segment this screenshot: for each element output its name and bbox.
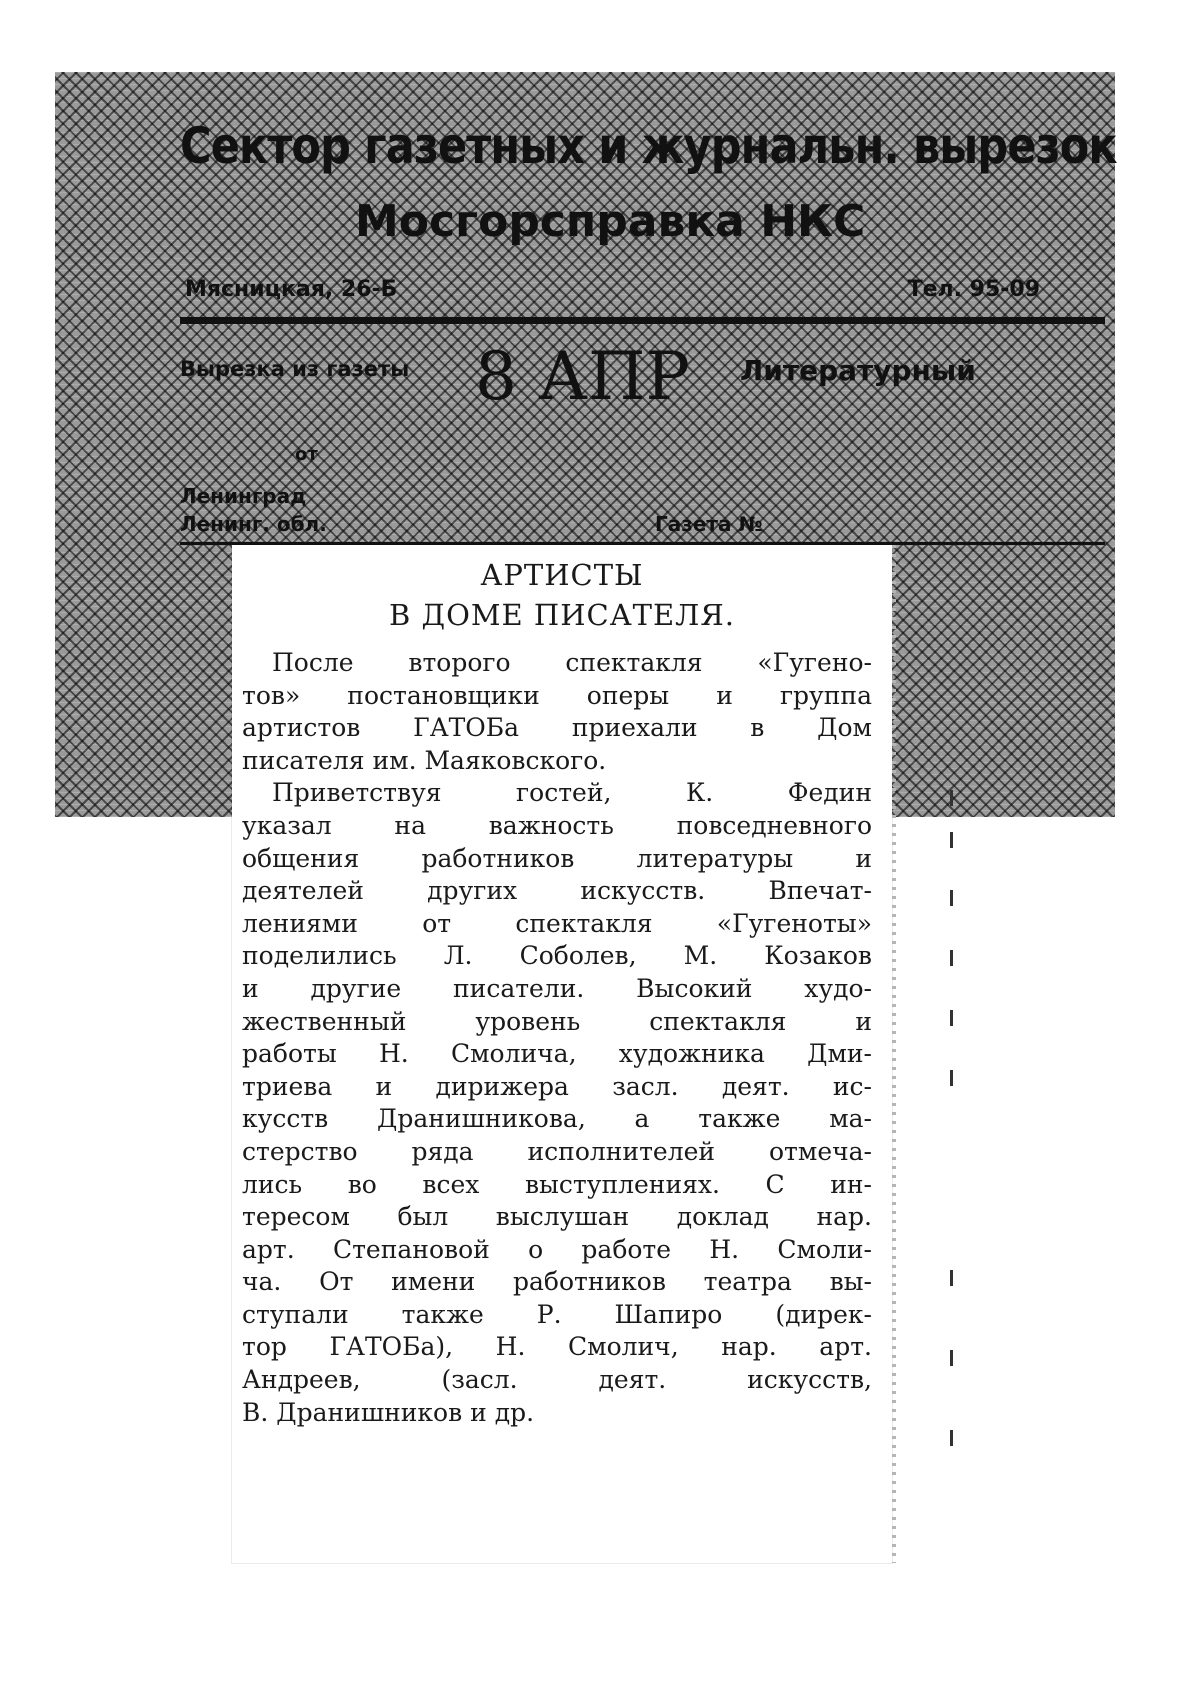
stamp-address: Мясницкая, 26-Б: [185, 277, 398, 302]
article-line: деятелей других искусств. Впечат-: [242, 876, 872, 906]
article-line: и другие писатели. Высокий худо-: [242, 973, 872, 1003]
margin-mark: [950, 1270, 953, 1286]
article-line: стерство ряда исполнителей отмеча-: [242, 1136, 872, 1166]
article-line: триева и дирижера засл. деят. ис-: [242, 1071, 872, 1101]
clipping-torn-edge: [892, 545, 896, 1563]
article-line: тор ГАТОБа), Н. Смолич, нар. арт.: [242, 1332, 872, 1362]
newspaper-clipping: [232, 545, 892, 1563]
margin-mark: [950, 832, 953, 848]
margin-marks: [950, 790, 962, 1490]
article-line: жественный уровень спектакля и: [242, 1006, 872, 1036]
article-line: артистов ГАТОБа приехали в Дом: [242, 713, 872, 743]
article-title-line-2: В ДОМЕ ПИСАТЕЛЯ.: [388, 598, 736, 632]
article-line: В. Дранишников и др.: [242, 1397, 535, 1427]
margin-mark: [950, 890, 953, 906]
article-line: После второго спектакля «Гугено-: [272, 648, 872, 677]
article-line: Приветствуя гостей, К. Федин: [272, 778, 872, 808]
article-line: поделились Л. Соболев, М. Козаков: [242, 941, 872, 971]
margin-mark: [950, 1350, 953, 1366]
article-line: лениями от спектакля «Гугеноты»: [242, 908, 872, 938]
article-body: [242, 647, 872, 1429]
stamp-divider: [180, 317, 1105, 324]
margin-mark: [950, 1070, 953, 1086]
ot-label: от: [295, 444, 318, 465]
margin-mark: [950, 1010, 953, 1026]
margin-mark: [950, 950, 953, 966]
article-line: тов» постановщики оперы и группа: [242, 680, 872, 710]
article-line: тересом был выслушан доклад нар.: [242, 1202, 872, 1232]
article-line: лись во всех выступлениях. С ин-: [242, 1169, 872, 1199]
article-line: ча. От имени работников театра вы-: [242, 1267, 872, 1297]
newspaper-name: Литературный: [740, 354, 976, 387]
article-line: работы Н. Смолича, художника Дми-: [242, 1039, 872, 1069]
margin-mark: [950, 1430, 953, 1446]
clip-date: 8 АПР: [475, 338, 690, 415]
article-line: общения работников литературы и: [242, 843, 872, 873]
margin-mark: [950, 790, 953, 806]
region-line-2: Ленинг. обл.: [180, 512, 327, 536]
article-line: арт. Степановой о работе Н. Смоли-: [242, 1234, 872, 1264]
stamp-title: Сектор газетных и журнальн. вырезок: [180, 117, 1117, 175]
article-line: кусств Дранишникова, а также ма-: [242, 1104, 872, 1134]
article-title-line-1: АРТИСТЫ: [480, 558, 644, 592]
article-line: ступали также Р. Шапиро (дирек-: [242, 1299, 872, 1329]
article-line: писателя им. Маяковского.: [242, 745, 607, 775]
gazeta-number-label: Газета №: [655, 512, 763, 536]
clip-from-label: Вырезка из газеты: [180, 357, 410, 381]
article-line: указал на важность повседневного: [242, 810, 872, 840]
stamp-subtitle: Мосгорсправка НКС: [355, 196, 866, 247]
stamp-phone: Тел. 95-09: [907, 277, 1040, 302]
article-line: Андреев, (засл. деят. искусств,: [242, 1365, 872, 1395]
region-line-1: Ленинград: [180, 484, 307, 508]
